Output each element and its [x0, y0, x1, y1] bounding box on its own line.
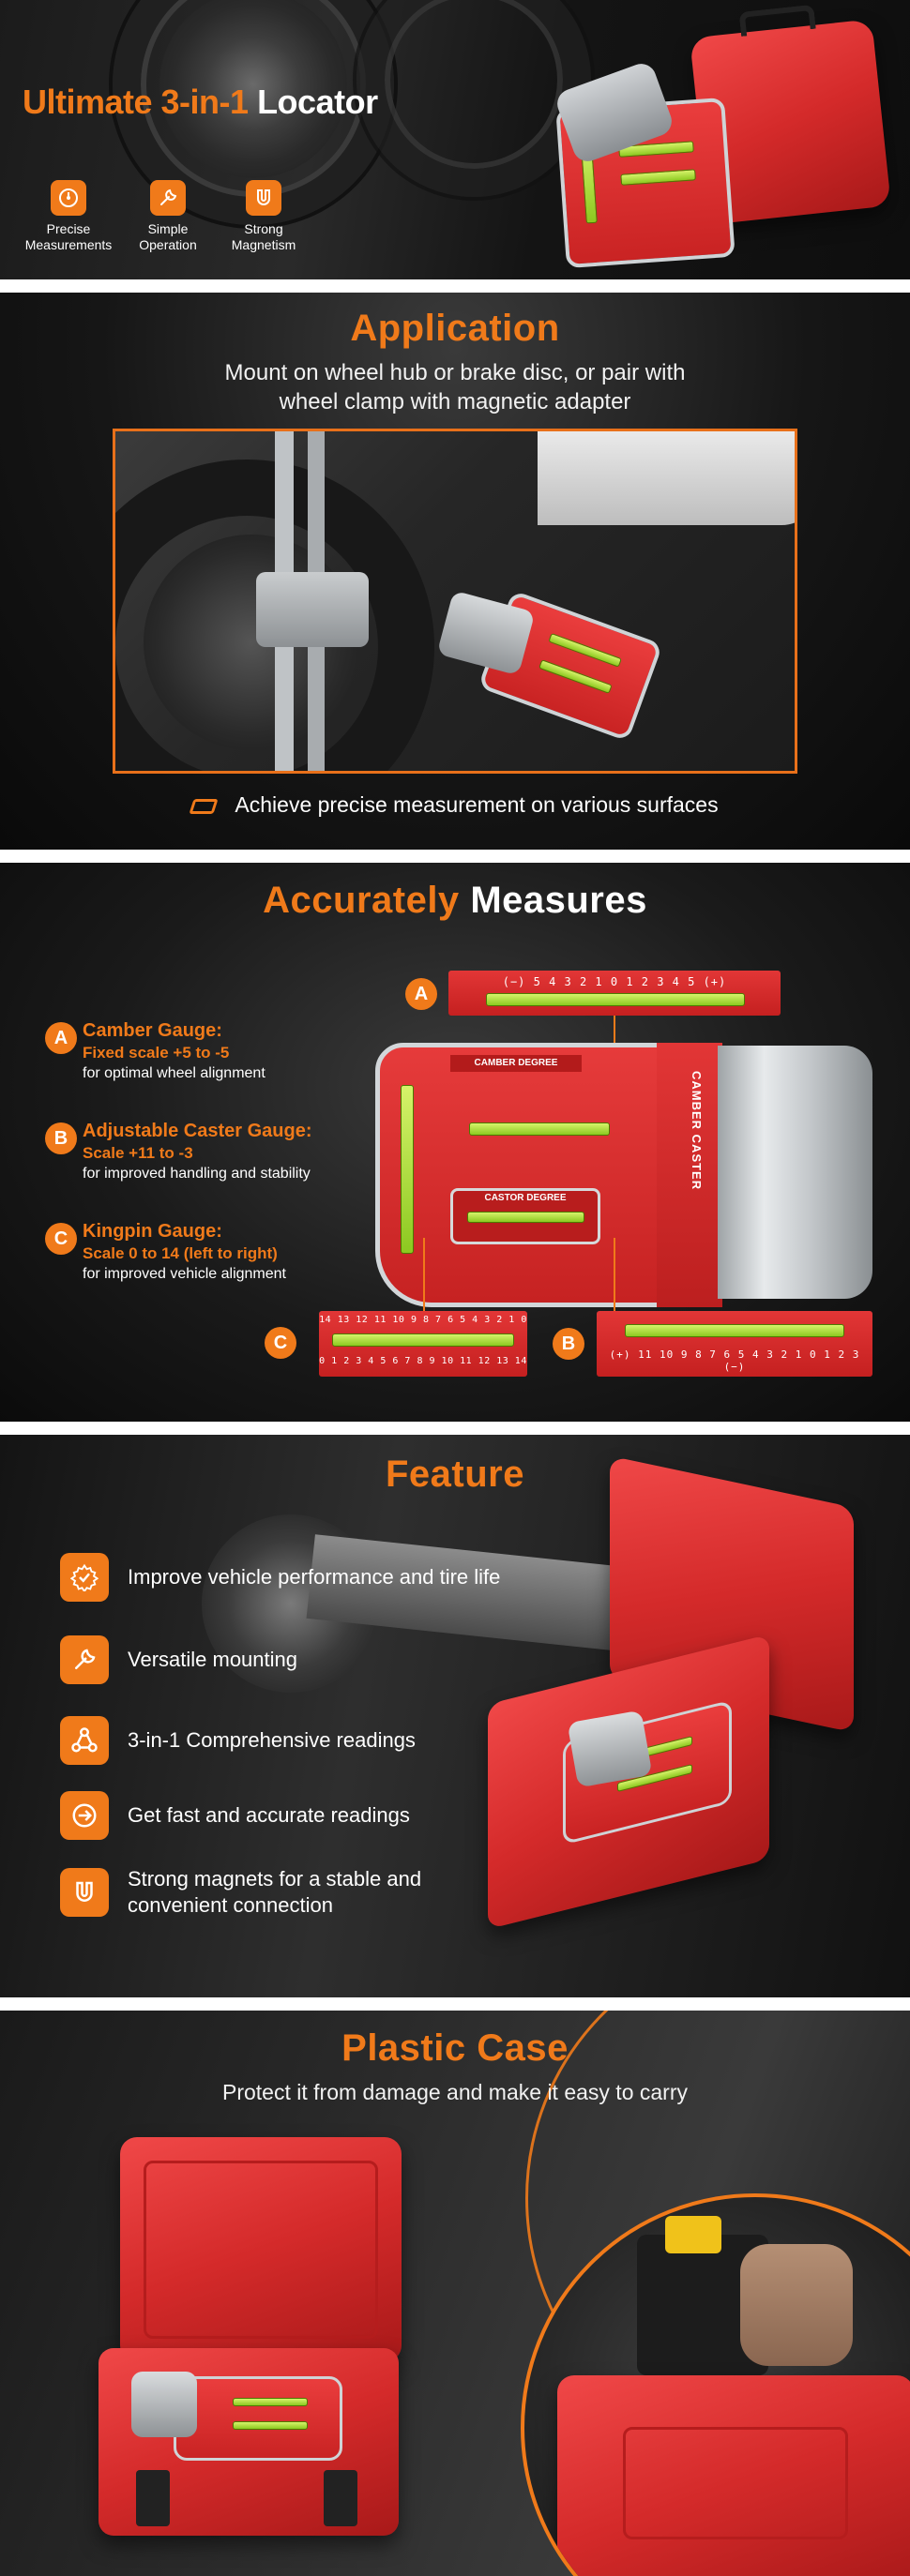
feature-item-magnets [60, 1866, 421, 1919]
magnet-base-image [131, 2372, 197, 2437]
car-body [538, 429, 797, 525]
application-subtitle-2: wheel clamp with magnetic adapter [279, 389, 631, 414]
label-a-marker: A [405, 978, 437, 1010]
hero-title-main: Locator [257, 83, 378, 121]
gauge-icon [51, 180, 86, 216]
caster-scale: Scale +11 to -3 [83, 1144, 193, 1162]
wrench-icon [60, 1635, 109, 1684]
section-divider [0, 1422, 910, 1435]
hero-feature-label: Precise Measurements [24, 221, 113, 252]
locator-device [375, 1043, 685, 1307]
caster-note: for improved handling and stability [83, 1166, 311, 1182]
case-latch [324, 2470, 357, 2526]
case-lid-recess [623, 2427, 848, 2539]
device-side-panel [657, 1043, 722, 1307]
feature-title: Feature [386, 1454, 524, 1495]
camber-scale-strip [448, 971, 781, 1016]
plastic-case-section [0, 2011, 910, 2576]
label-c-marker: C [45, 1223, 77, 1255]
case-title: Plastic Case [341, 2027, 569, 2069]
kingpin-scale-strip [319, 1311, 527, 1377]
feature-item-text: Strong magnets for a stable and convenient connection [128, 1867, 422, 1917]
feature-item-mounting [60, 1635, 297, 1684]
application-subtitle-1: Mount on wheel hub or brake disc, or pair with [224, 360, 686, 385]
feature-item-fast [60, 1791, 410, 1840]
camber-vial [469, 1122, 610, 1136]
locator-gauge-image [174, 2376, 342, 2461]
hero-feature-label: Simple Operation [139, 221, 197, 252]
hero-feature-label: Strong Magnetism [231, 221, 296, 252]
case-lid-image [120, 2137, 402, 2362]
hero-title [23, 83, 378, 122]
level-vial [548, 633, 622, 668]
hand-graphic [740, 2244, 853, 2366]
caster-description [83, 1119, 392, 1184]
kingpin-vial [332, 1333, 514, 1347]
application-photo [113, 429, 797, 774]
section-divider [0, 279, 910, 293]
magnet-base-image [718, 1046, 872, 1299]
camber-scale-numbers: (−) 5 4 3 2 1 0 1 2 3 4 5 (+) [502, 975, 727, 988]
tire-graphic-2 [356, 0, 591, 197]
feature-item-text: 3-in-1 Comprehensive readings [128, 1728, 416, 1752]
arrow-right-icon [60, 1791, 109, 1840]
label-b-marker: B [45, 1122, 77, 1154]
measures-title-main: Measures [470, 880, 647, 921]
device-label-camber: CAMBER DEGREE [450, 1055, 582, 1072]
application-caption [0, 792, 910, 818]
feature-item-text: Improve vehicle performance and tire life [128, 1565, 501, 1589]
feature-item-text: Versatile mounting [128, 1648, 297, 1671]
application-section [0, 293, 910, 850]
feature-section [0, 1435, 910, 1997]
hero-banner [0, 0, 910, 279]
caster-scale-numbers: (+) 11 10 9 8 7 6 5 4 3 2 1 0 1 2 3 (−) [609, 1348, 860, 1373]
case-latch [136, 2470, 170, 2526]
level-vial [538, 659, 613, 694]
magnet-icon [246, 180, 281, 216]
hero-title-accent: Ultimate 3-in-1 [23, 83, 249, 121]
kingpin-scale-bottom: 0 1 2 3 4 5 6 7 8 9 10 11 12 13 14 [319, 1356, 527, 1366]
caster-name: Adjustable Caster Gauge: [83, 1121, 312, 1141]
camber-description [83, 1018, 392, 1084]
label-a-marker: A [45, 1022, 77, 1054]
camber-scale: Fixed scale +5 to -5 [83, 1044, 230, 1062]
device-label-camber-caster: CAMBER CASTER [690, 1071, 704, 1191]
magnet-icon [60, 1868, 109, 1917]
kingpin-vial [401, 1085, 414, 1254]
label-c-marker: C [265, 1327, 296, 1359]
application-caption-text: Achieve precise measurement on various surfaces [235, 792, 719, 817]
device-label-castor: CASTOR DEGREE [484, 1193, 567, 1203]
gear-check-icon [60, 1553, 109, 1602]
label-b-marker: B [553, 1328, 584, 1360]
feature-item-text: Get fast and accurate readings [128, 1803, 410, 1827]
castor-vial [625, 1324, 844, 1337]
feature-item-performance [60, 1553, 500, 1602]
castor-vial [467, 1212, 584, 1223]
kingpin-scale-top: 14 13 12 11 10 9 8 7 6 5 4 3 2 1 0 [319, 1315, 527, 1325]
leader-line-c [423, 1238, 425, 1311]
castor-window [450, 1188, 600, 1244]
case-lid-recess [144, 2161, 378, 2339]
nodes-icon [60, 1716, 109, 1765]
hero-feature-magnet [198, 180, 329, 253]
kingpin-scale: Scale 0 to 14 (left to right) [83, 1244, 278, 1262]
magnet-base-image [568, 1710, 653, 1788]
application-title: Application [350, 308, 560, 349]
measures-title [0, 880, 910, 922]
level-vial [233, 2421, 308, 2430]
section-divider [0, 1997, 910, 2011]
tool-bag-handle [665, 2216, 721, 2253]
case-handle [738, 5, 815, 37]
camber-vial [486, 993, 745, 1006]
kingpin-note: for improved vehicle alignment [83, 1266, 286, 1282]
case-base-image [488, 1634, 769, 1930]
wheel-clamp [256, 572, 369, 647]
kingpin-description [83, 1219, 392, 1285]
level-vial [233, 2398, 308, 2406]
carry-case-image [557, 2375, 910, 2576]
caster-scale-strip [597, 1311, 872, 1377]
section-divider [0, 850, 910, 863]
case-subtitle: Protect it from damage and make it easy to carry [222, 2080, 688, 2104]
measures-section [0, 863, 910, 1422]
camber-name: Camber Gauge: [83, 1020, 222, 1041]
leader-line-b [614, 1238, 615, 1311]
feature-item-readings [60, 1716, 416, 1765]
parallelogram-icon [190, 799, 219, 814]
camber-note: for optimal wheel alignment [83, 1065, 265, 1081]
level-vial [620, 169, 696, 186]
kingpin-name: Kingpin Gauge: [83, 1221, 222, 1242]
measures-title-accent: Accurately [263, 880, 460, 921]
wrench-icon [150, 180, 186, 216]
